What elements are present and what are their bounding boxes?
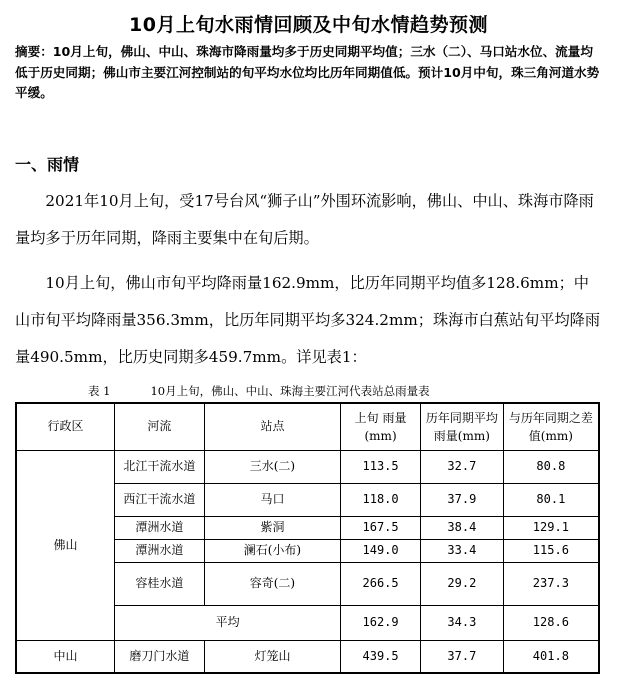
header-region: 行政区 — [16, 403, 115, 450]
diff-cell: 237.3 — [503, 562, 599, 605]
header-hist: 历年同期平均雨量(mm) — [420, 403, 503, 450]
diff-cell: 80.1 — [503, 483, 599, 516]
hist-cell: 33.4 — [420, 539, 503, 562]
average-label: 平均 — [115, 605, 341, 640]
river-cell: 北江干流水道 — [115, 450, 205, 483]
station-cell: 三水(二) — [204, 450, 340, 483]
station-cell: 澜石(小布) — [204, 539, 340, 562]
river-cell: 磨刀门水道 — [115, 640, 205, 673]
header-diff: 与历年同期之差值(mm) — [503, 403, 599, 450]
section-heading: 一、雨情 — [15, 155, 80, 174]
table-caption — [88, 383, 430, 399]
header-station: 站点 — [204, 403, 340, 450]
header-river: 河流 — [115, 403, 205, 450]
station-cell: 紫洞 — [204, 516, 340, 539]
region-cell-zhongshan: 中山 — [16, 640, 115, 673]
station-cell: 灯笼山 — [204, 640, 340, 673]
diff-cell: 129.1 — [503, 516, 599, 539]
hist-cell: 38.4 — [420, 516, 503, 539]
rain-cell: 167.5 — [341, 516, 421, 539]
rain-cell: 439.5 — [341, 640, 421, 673]
station-cell: 马口 — [204, 483, 340, 516]
hist-cell: 29.2 — [420, 562, 503, 605]
paragraph-2: 10月上旬，佛山市旬平均降雨量162.9mm，比历年同期平均值多128.6mm；中山市旬平均降雨量356.3mm，比历年同期平均多324.2mm；珠海市白蕉站旬平均降雨量490.5mm，比历史同期多459.7mm。详见表1： — [15, 274, 601, 366]
rainfall-table — [15, 402, 600, 674]
table-row — [16, 450, 599, 483]
average-diff: 128.6 — [503, 605, 599, 640]
diff-cell: 115.6 — [503, 539, 599, 562]
river-cell: 潭洲水道 — [115, 539, 205, 562]
rain-cell: 113.5 — [341, 450, 421, 483]
table-caption-text: 10月上旬，佛山、中山、珠海主要江河代表站总雨量表 — [150, 384, 430, 398]
hist-cell: 37.7 — [420, 640, 503, 673]
paragraph-1: 2021年10月上旬，受17号台风“狮子山”外围环流影响，佛山、中山、珠海市降雨量均多于历年同期，降雨主要集中在旬后期。 — [15, 192, 594, 247]
rain-cell: 118.0 — [341, 483, 421, 516]
abstract: 摘要：10月上旬，佛山、中山、珠海市降雨量均多于历史同期平均值；三水（二）、马口站水位、流量均低于历史同期；佛山市主要江河控制站的旬平均水位均比历年同期值低。预计10月中旬，珠三角河道水势平缓。 — [15, 44, 600, 100]
average-rain: 162.9 — [341, 605, 421, 640]
table-header-row — [16, 403, 599, 450]
hist-cell: 37.9 — [420, 483, 503, 516]
river-cell: 西江干流水道 — [115, 483, 205, 516]
header-rain: 上旬 雨量(mm) — [341, 403, 421, 450]
diff-cell: 80.8 — [503, 450, 599, 483]
rain-cell: 149.0 — [341, 539, 421, 562]
region-cell-foshan: 佛山 — [16, 450, 115, 640]
hist-cell: 32.7 — [420, 450, 503, 483]
page-title: 10月上旬水雨情回顾及中旬水情趋势预测 — [129, 14, 488, 36]
diff-cell: 401.8 — [503, 640, 599, 673]
average-hist: 34.3 — [420, 605, 503, 640]
river-cell: 容桂水道 — [115, 562, 205, 605]
table-caption-number: 表 1 — [88, 384, 111, 398]
table-row — [16, 640, 599, 673]
river-cell: 潭洲水道 — [115, 516, 205, 539]
station-cell: 容奇(二) — [204, 562, 340, 605]
rain-cell: 266.5 — [341, 562, 421, 605]
